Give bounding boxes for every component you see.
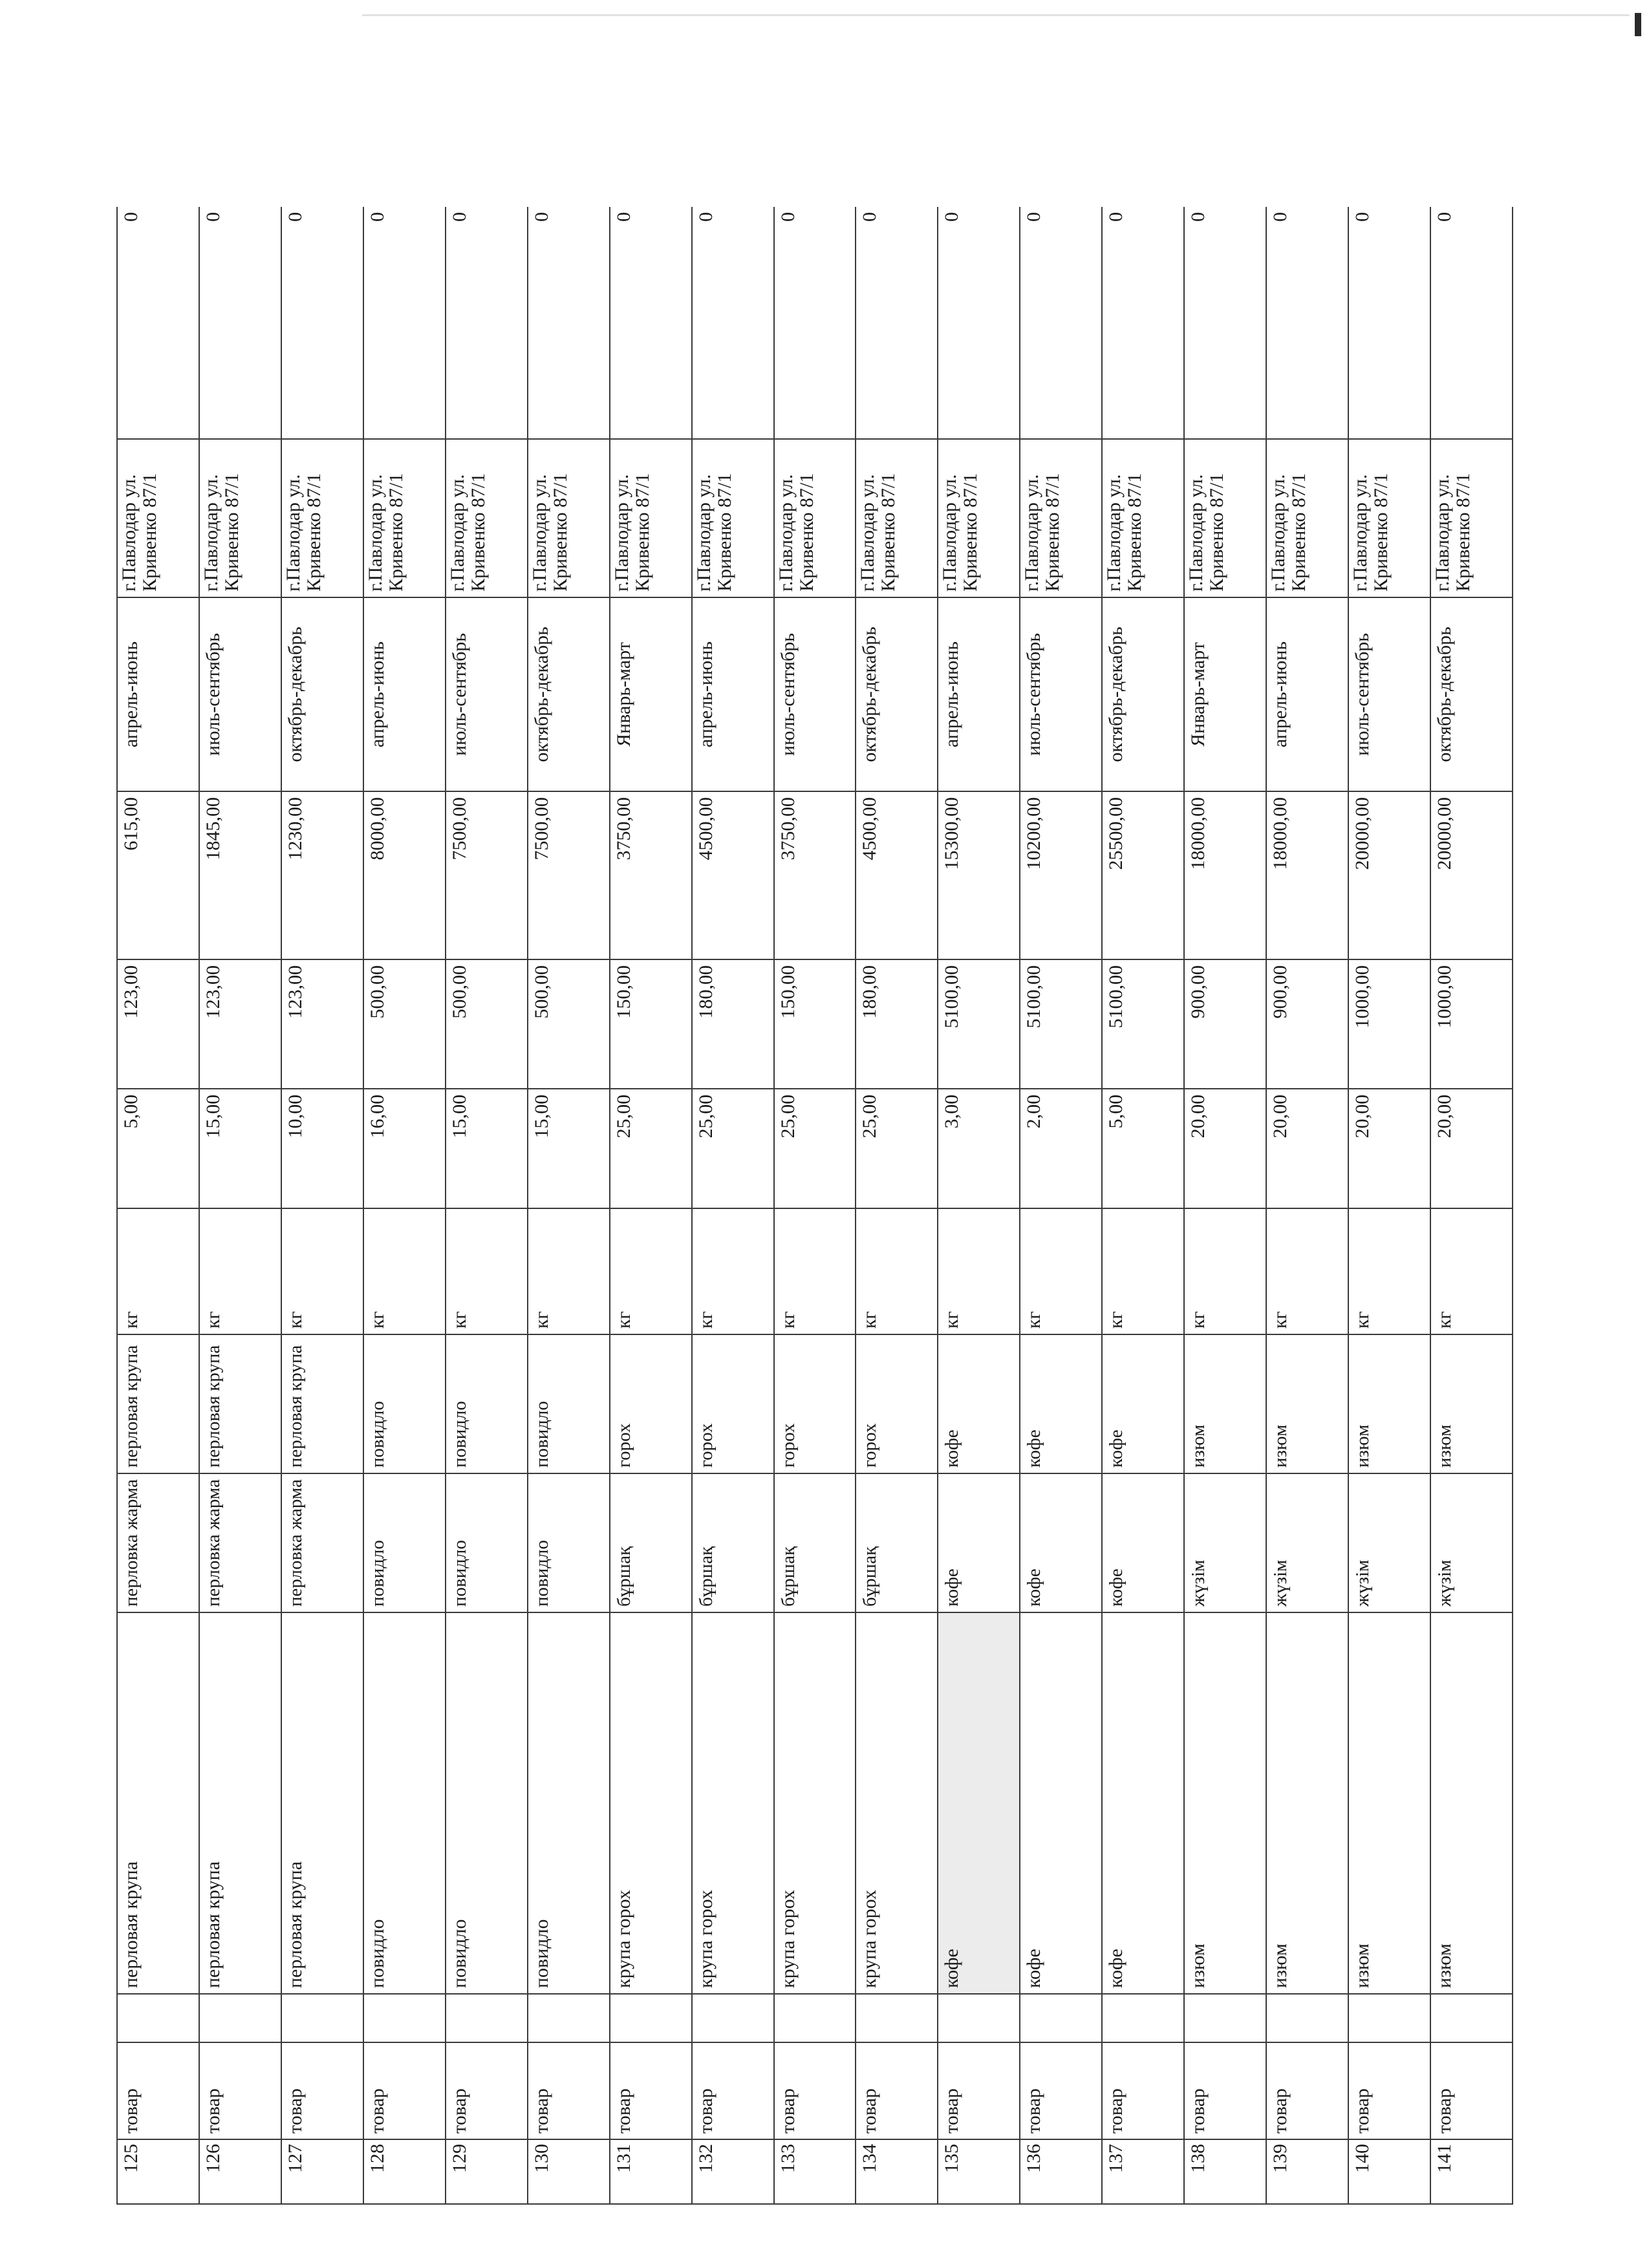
quantity: 20,00: [1348, 1089, 1430, 1208]
empty-cell: [446, 1994, 528, 2042]
quantity: 15,00: [528, 1089, 610, 1208]
item-type: товар: [117, 2042, 199, 2139]
empty-cell: [1266, 1994, 1348, 2042]
item-short-name: кофе: [1102, 1334, 1184, 1473]
delivery-address: г.Павлодар ул. Кривенко 87/1: [117, 439, 199, 597]
item-short-name: повидло: [446, 1334, 528, 1473]
delivery-period: апрель-июнь: [1266, 597, 1348, 791]
empty-cell: [363, 1994, 446, 2042]
total-sum: 8000,00: [363, 791, 446, 959]
unit-price: 500,00: [363, 959, 446, 1089]
item-name-kz: кофе: [1020, 1473, 1102, 1612]
item-short-name: горох: [774, 1334, 856, 1473]
row-number: 125: [117, 2139, 199, 2204]
item-type: товар: [1020, 2042, 1102, 2139]
delivery-period: апрель-июнь: [692, 597, 774, 791]
item-name-ru: повидло: [446, 1612, 528, 1994]
advance-percent: 0: [1348, 207, 1430, 439]
delivery-period: июль-сентябрь: [1020, 597, 1102, 791]
total-sum: 1845,00: [199, 791, 281, 959]
item-type: товар: [774, 2042, 856, 2139]
item-name-ru: крупа горох: [610, 1612, 692, 1994]
unit: кг: [856, 1208, 938, 1334]
quantity: 5,00: [1102, 1089, 1184, 1208]
delivery-period: октябрь-декабрь: [528, 597, 610, 791]
item-type: товар: [1184, 2042, 1266, 2139]
quantity: 15,00: [446, 1089, 528, 1208]
item-type: товар: [610, 2042, 692, 2139]
table-row: [1184, 207, 1266, 2204]
unit-price: 500,00: [528, 959, 610, 1089]
item-type: товар: [1430, 2042, 1513, 2139]
delivery-address: г.Павлодар ул. Кривенко 87/1: [610, 439, 692, 597]
advance-percent: 0: [1430, 207, 1513, 439]
empty-cell: [528, 1994, 610, 2042]
item-name-kz: жүзім: [1348, 1473, 1430, 1612]
empty-cell: [117, 1994, 199, 2042]
empty-cell: [856, 1994, 938, 2042]
total-sum: 615,00: [117, 791, 199, 959]
item-name-kz: жүзім: [1430, 1473, 1513, 1612]
delivery-period: октябрь-декабрь: [1430, 597, 1513, 791]
empty-cell: [281, 1994, 363, 2042]
table-row: [1102, 207, 1184, 2204]
delivery-address: г.Павлодар ул. Кривенко 87/1: [774, 439, 856, 597]
delivery-period: октябрь-декабрь: [1102, 597, 1184, 791]
item-name-ru: изюм: [1184, 1612, 1266, 1994]
item-name-ru: изюм: [1348, 1612, 1430, 1994]
item-short-name: кофе: [938, 1334, 1020, 1473]
row-number: 139: [1266, 2139, 1348, 2204]
advance-percent: 0: [1020, 207, 1102, 439]
table-row: [938, 207, 1020, 2204]
empty-cell: [1430, 1994, 1513, 2042]
row-number: 131: [610, 2139, 692, 2204]
table-row: [199, 207, 281, 2204]
item-short-name: изюм: [1184, 1334, 1266, 1473]
item-name-kz: кофе: [1102, 1473, 1184, 1612]
delivery-address: г.Павлодар ул. Кривенко 87/1: [528, 439, 610, 597]
row-number: 128: [363, 2139, 446, 2204]
total-sum: 18000,00: [1184, 791, 1266, 959]
quantity: 20,00: [1430, 1089, 1513, 1208]
item-name-ru: повидло: [363, 1612, 446, 1994]
table-row: [1266, 207, 1348, 2204]
item-name-ru: перловая крупа: [199, 1612, 281, 1994]
item-type: товар: [856, 2042, 938, 2139]
unit: кг: [692, 1208, 774, 1334]
delivery-period: июль-сентябрь: [774, 597, 856, 791]
item-name-ru: изюм: [1266, 1612, 1348, 1994]
advance-percent: 0: [363, 207, 446, 439]
unit: кг: [1430, 1208, 1513, 1334]
item-type: товар: [1266, 2042, 1348, 2139]
unit-price: 900,00: [1184, 959, 1266, 1089]
quantity: 3,00: [938, 1089, 1020, 1208]
item-type: товар: [199, 2042, 281, 2139]
unit-price: 150,00: [610, 959, 692, 1089]
unit: кг: [1266, 1208, 1348, 1334]
delivery-period: Январь-март: [1184, 597, 1266, 791]
item-name-kz: повидло: [446, 1473, 528, 1612]
item-name-kz: повидло: [363, 1473, 446, 1612]
delivery-address: г.Павлодар ул. Кривенко 87/1: [1266, 439, 1348, 597]
item-name-ru: изюм: [1430, 1612, 1513, 1994]
item-name-kz: бұршақ: [774, 1473, 856, 1612]
delivery-period: апрель-июнь: [938, 597, 1020, 791]
row-number: 133: [774, 2139, 856, 2204]
total-sum: 18000,00: [1266, 791, 1348, 959]
item-name-kz: повидло: [528, 1473, 610, 1612]
item-short-name: перловая крупа: [199, 1334, 281, 1473]
delivery-address: г.Павлодар ул. Кривенко 87/1: [446, 439, 528, 597]
table-row: [363, 207, 446, 2204]
empty-cell: [199, 1994, 281, 2042]
delivery-address: г.Павлодар ул. Кривенко 87/1: [1348, 439, 1430, 597]
delivery-address: г.Павлодар ул. Кривенко 87/1: [1102, 439, 1184, 597]
unit: кг: [117, 1208, 199, 1334]
advance-percent: 0: [528, 207, 610, 439]
item-short-name: изюм: [1348, 1334, 1430, 1473]
unit: кг: [938, 1208, 1020, 1334]
table-row: [281, 207, 363, 2204]
item-short-name: повидло: [528, 1334, 610, 1473]
empty-cell: [938, 1994, 1020, 2042]
row-number: 134: [856, 2139, 938, 2204]
advance-percent: 0: [446, 207, 528, 439]
row-number: 141: [1430, 2139, 1513, 2204]
unit: кг: [1102, 1208, 1184, 1334]
item-short-name: горох: [692, 1334, 774, 1473]
scan-artifact-mark: [1635, 13, 1641, 36]
delivery-period: июль-сентябрь: [1348, 597, 1430, 791]
table-row: [1348, 207, 1430, 2204]
delivery-period: апрель-июнь: [117, 597, 199, 791]
total-sum: 1230,00: [281, 791, 363, 959]
row-number: 135: [938, 2139, 1020, 2204]
delivery-period: июль-сентябрь: [199, 597, 281, 791]
delivery-address: г.Павлодар ул. Кривенко 87/1: [363, 439, 446, 597]
procurement-table-frame: [116, 207, 1513, 2205]
unit: кг: [528, 1208, 610, 1334]
item-name-ru: крупа горох: [774, 1612, 856, 1994]
unit-price: 5100,00: [1020, 959, 1102, 1089]
delivery-period: октябрь-декабрь: [281, 597, 363, 791]
table-row: [117, 207, 199, 2204]
item-name-kz: жүзім: [1184, 1473, 1266, 1612]
advance-percent: 0: [610, 207, 692, 439]
empty-cell: [1020, 1994, 1102, 2042]
item-short-name: повидло: [363, 1334, 446, 1473]
unit-price: 123,00: [281, 959, 363, 1089]
quantity: 20,00: [1184, 1089, 1266, 1208]
table-row: [446, 207, 528, 2204]
quantity: 25,00: [610, 1089, 692, 1208]
row-number: 129: [446, 2139, 528, 2204]
row-number: 140: [1348, 2139, 1430, 2204]
unit-price: 500,00: [446, 959, 528, 1089]
item-name-ru: повидло: [528, 1612, 610, 1994]
item-type: товар: [1348, 2042, 1430, 2139]
row-number: 130: [528, 2139, 610, 2204]
advance-percent: 0: [774, 207, 856, 439]
advance-percent: 0: [938, 207, 1020, 439]
advance-percent: 0: [692, 207, 774, 439]
item-name-kz: бұршақ: [610, 1473, 692, 1612]
delivery-address: г.Павлодар ул. Кривенко 87/1: [199, 439, 281, 597]
unit-price: 123,00: [199, 959, 281, 1089]
item-short-name: горох: [856, 1334, 938, 1473]
delivery-address: г.Павлодар ул. Кривенко 87/1: [856, 439, 938, 597]
total-sum: 4500,00: [692, 791, 774, 959]
total-sum: 20000,00: [1430, 791, 1513, 959]
item-name-kz: бұршақ: [856, 1473, 938, 1612]
item-type: товар: [363, 2042, 446, 2139]
row-number: 137: [1102, 2139, 1184, 2204]
item-name-kz: бұршақ: [692, 1473, 774, 1612]
empty-cell: [774, 1994, 856, 2042]
delivery-address: г.Павлодар ул. Кривенко 87/1: [1430, 439, 1513, 597]
total-sum: 25500,00: [1102, 791, 1184, 959]
total-sum: 20000,00: [1348, 791, 1430, 959]
unit: кг: [1020, 1208, 1102, 1334]
unit: кг: [1348, 1208, 1430, 1334]
delivery-address: г.Павлодар ул. Кривенко 87/1: [1184, 439, 1266, 597]
table-row: [610, 207, 692, 2204]
advance-percent: 0: [1102, 207, 1184, 439]
empty-cell: [1102, 1994, 1184, 2042]
quantity: 10,00: [281, 1089, 363, 1208]
table-row: [1430, 207, 1513, 2204]
row-number: 127: [281, 2139, 363, 2204]
table-row: [528, 207, 610, 2204]
item-type: товар: [528, 2042, 610, 2139]
delivery-period: Январь-март: [610, 597, 692, 791]
item-type: товар: [1102, 2042, 1184, 2139]
total-sum: 4500,00: [856, 791, 938, 959]
item-name-ru: кофе: [1102, 1612, 1184, 1994]
row-number: 126: [199, 2139, 281, 2204]
total-sum: 7500,00: [446, 791, 528, 959]
total-sum: 3750,00: [610, 791, 692, 959]
total-sum: 3750,00: [774, 791, 856, 959]
unit-price: 180,00: [692, 959, 774, 1089]
procurement-table: [116, 207, 1513, 2205]
row-number: 132: [692, 2139, 774, 2204]
row-number: 138: [1184, 2139, 1266, 2204]
item-short-name: перловая крупа: [281, 1334, 363, 1473]
advance-percent: 0: [281, 207, 363, 439]
scan-artifact-line: [362, 14, 1630, 16]
delivery-period: октябрь-декабрь: [856, 597, 938, 791]
total-sum: 7500,00: [528, 791, 610, 959]
unit-price: 5100,00: [1102, 959, 1184, 1089]
total-sum: 15300,00: [938, 791, 1020, 959]
item-short-name: кофе: [1020, 1334, 1102, 1473]
item-name-ru: кофе: [938, 1612, 1020, 1994]
unit-price: 5100,00: [938, 959, 1020, 1089]
quantity: 25,00: [856, 1089, 938, 1208]
item-type: товар: [446, 2042, 528, 2139]
unit: кг: [363, 1208, 446, 1334]
unit: кг: [281, 1208, 363, 1334]
unit-price: 150,00: [774, 959, 856, 1089]
item-short-name: перловая крупа: [117, 1334, 199, 1473]
unit-price: 900,00: [1266, 959, 1348, 1089]
advance-percent: 0: [117, 207, 199, 439]
item-short-name: изюм: [1266, 1334, 1348, 1473]
item-name-ru: перловая крупа: [281, 1612, 363, 1994]
advance-percent: 0: [1184, 207, 1266, 439]
table-row: [856, 207, 938, 2204]
quantity: 2,00: [1020, 1089, 1102, 1208]
item-name-kz: перловка жарма: [199, 1473, 281, 1612]
unit-price: 1000,00: [1348, 959, 1430, 1089]
item-type: товар: [692, 2042, 774, 2139]
unit: кг: [774, 1208, 856, 1334]
delivery-address: г.Павлодар ул. Кривенко 87/1: [692, 439, 774, 597]
item-name-kz: перловка жарма: [117, 1473, 199, 1612]
row-number: 136: [1020, 2139, 1102, 2204]
delivery-address: г.Павлодар ул. Кривенко 87/1: [281, 439, 363, 597]
unit: кг: [199, 1208, 281, 1334]
unit-price: 123,00: [117, 959, 199, 1089]
unit: кг: [1184, 1208, 1266, 1334]
advance-percent: 0: [199, 207, 281, 439]
quantity: 5,00: [117, 1089, 199, 1208]
item-short-name: изюм: [1430, 1334, 1513, 1473]
delivery-address: г.Павлодар ул. Кривенко 87/1: [1020, 439, 1102, 597]
empty-cell: [1184, 1994, 1266, 2042]
item-short-name: горох: [610, 1334, 692, 1473]
item-name-ru: перловая крупа: [117, 1612, 199, 1994]
delivery-period: апрель-июнь: [363, 597, 446, 791]
quantity: 25,00: [774, 1089, 856, 1208]
item-name-kz: кофе: [938, 1473, 1020, 1612]
rotated-table-wrapper: [116, 207, 1513, 2205]
item-type: товар: [281, 2042, 363, 2139]
item-name-ru: кофе: [1020, 1612, 1102, 1994]
table-row: [692, 207, 774, 2204]
advance-percent: 0: [856, 207, 938, 439]
item-name-kz: перловка жарма: [281, 1473, 363, 1612]
item-type: товар: [938, 2042, 1020, 2139]
quantity: 25,00: [692, 1089, 774, 1208]
item-name-ru: крупа горох: [692, 1612, 774, 1994]
unit-price: 1000,00: [1430, 959, 1513, 1089]
unit-price: 180,00: [856, 959, 938, 1089]
quantity: 20,00: [1266, 1089, 1348, 1208]
total-sum: 10200,00: [1020, 791, 1102, 959]
empty-cell: [610, 1994, 692, 2042]
table-row: [774, 207, 856, 2204]
table-row: [1020, 207, 1102, 2204]
delivery-address: г.Павлодар ул. Кривенко 87/1: [938, 439, 1020, 597]
quantity: 16,00: [363, 1089, 446, 1208]
item-name-kz: жүзім: [1266, 1473, 1348, 1612]
unit: кг: [446, 1208, 528, 1334]
empty-cell: [692, 1994, 774, 2042]
advance-percent: 0: [1266, 207, 1348, 439]
item-name-ru: крупа горох: [856, 1612, 938, 1994]
empty-cell: [1348, 1994, 1430, 2042]
delivery-period: июль-сентябрь: [446, 597, 528, 791]
unit: кг: [610, 1208, 692, 1334]
quantity: 15,00: [199, 1089, 281, 1208]
